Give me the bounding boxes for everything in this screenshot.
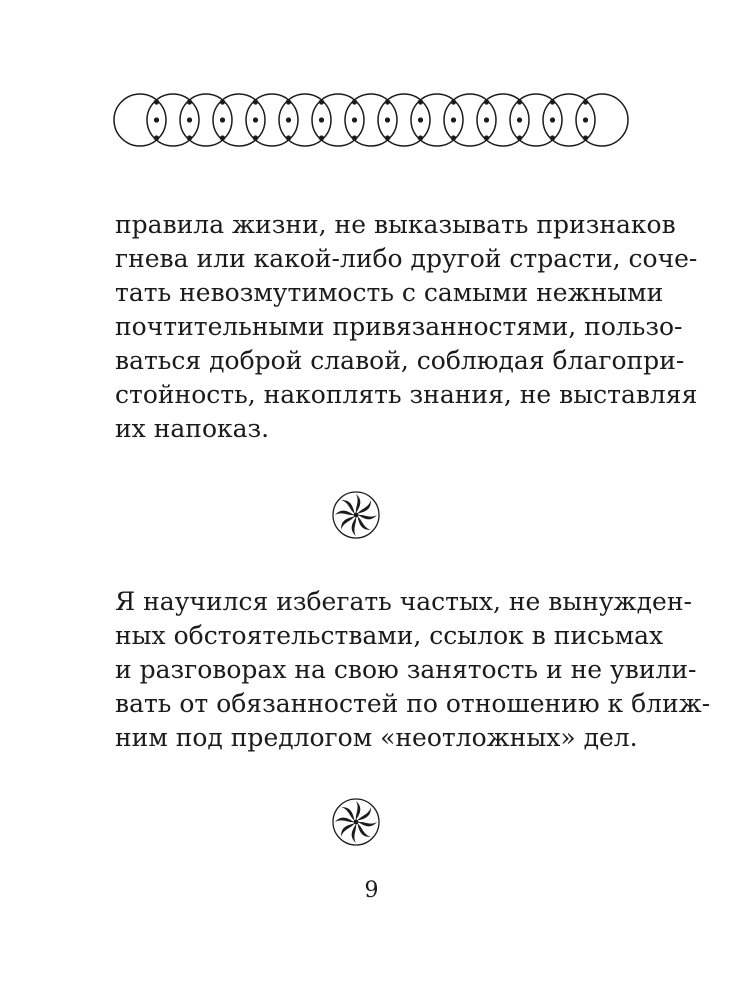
text-line: вать от обязанностей по отношению к ближ- xyxy=(115,689,711,718)
swirl-rosette-icon xyxy=(331,490,381,540)
swirl-rosette-icon xyxy=(331,797,381,847)
text-line: ваться доброй славой, соблюдая благопри- xyxy=(115,346,685,375)
text-line: их напоказ. xyxy=(115,414,270,443)
text-line: тать невозмутимость с самыми нежными xyxy=(115,278,664,307)
text-line: и разговорах на свою занятость и не увили- xyxy=(115,655,697,684)
text-line: ных обстоятельствами, ссылок в письмах xyxy=(115,621,664,650)
text-line: почтительными привязанностями, пользо- xyxy=(115,312,683,341)
page-number: 9 xyxy=(364,878,379,903)
paragraph-1 xyxy=(115,208,698,446)
interlocking-circles-border-icon xyxy=(112,92,632,148)
paragraph-2 xyxy=(115,585,711,755)
text-line: Я научился избегать частых, не вынужден- xyxy=(115,587,692,616)
text-line: правила жизни, не выказывать признаков xyxy=(115,210,676,239)
text-line: ним под предлогом «неотложных» дел. xyxy=(115,723,638,752)
text-line: гнева или какой-либо другой страсти, соче- xyxy=(115,244,698,273)
text-line: стойность, накоплять знания, не выставляя xyxy=(115,380,698,409)
